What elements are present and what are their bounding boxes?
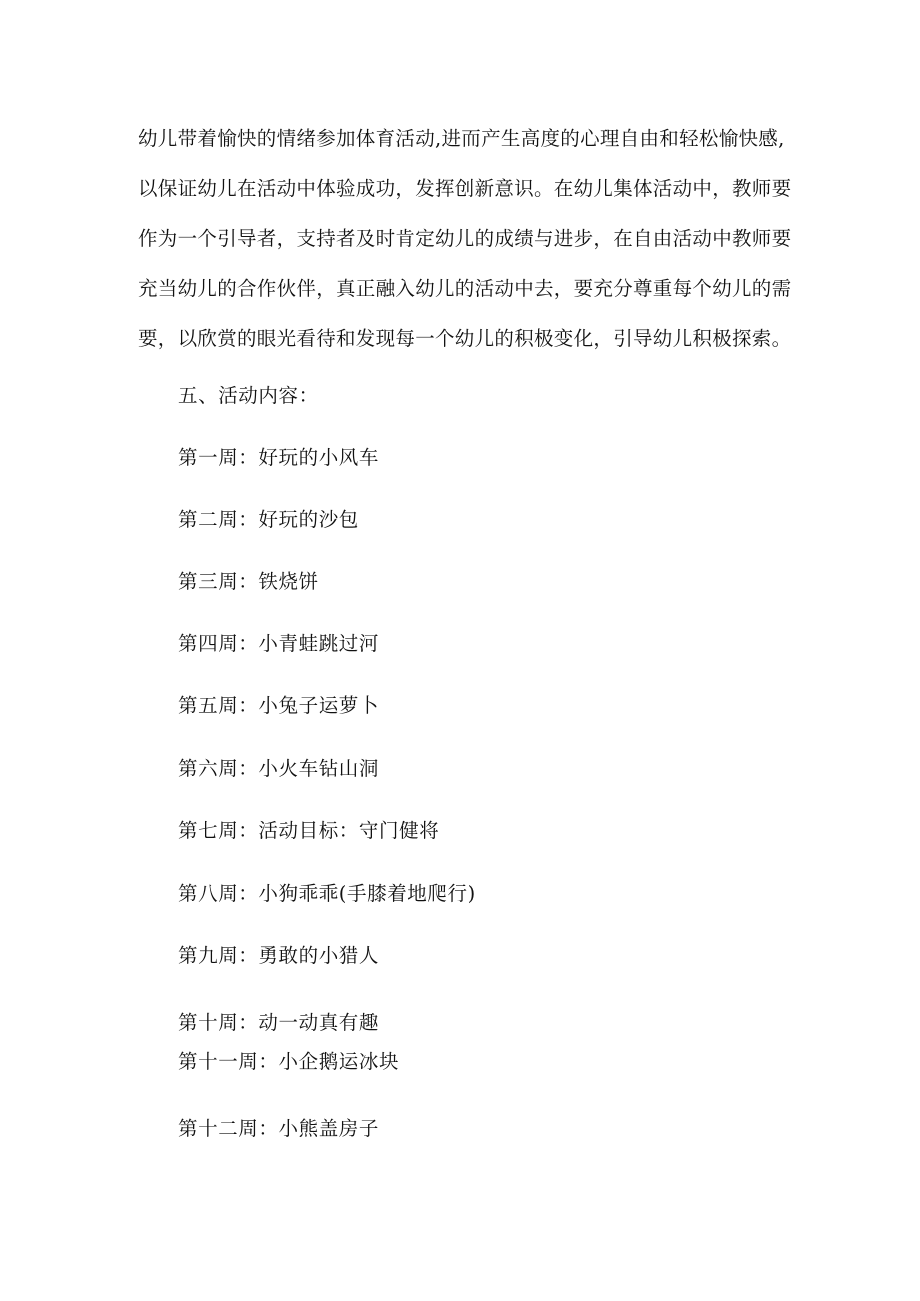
intro-paragraph	[138, 122, 808, 372]
week-item-7: 第七周：活动目标：守门健将	[178, 819, 440, 842]
week-item-1: 第一周：好玩的小风车	[178, 446, 380, 469]
paragraph-line: 幼儿带着愉快的情绪参加体育活动,进而产生高度的心理自由和轻松愉快感,	[138, 127, 785, 150]
section-heading: 五、活动内容：	[178, 384, 319, 407]
paragraph-line: 以保证幼儿在活动中体验成功，发挥创新意识。在幼儿集体活动中，教师要	[138, 177, 792, 200]
week-item-10: 第十周：动一动真有趣	[178, 1011, 380, 1034]
week-item-9: 第九周：勇敢的小猎人	[178, 944, 380, 967]
paragraph-line: 作为一个引导者，支持者及时肯定幼儿的成绩与进步，在自由活动中教师要	[138, 227, 792, 250]
week-item-11: 第十一周：小企鹅运冰块	[178, 1050, 400, 1073]
week-item-4: 第四周：小青蛙跳过河	[178, 632, 380, 655]
paragraph-line: 充当幼儿的合作伙伴，真正融入幼儿的活动中去，要充分尊重每个幼儿的需	[138, 277, 792, 300]
week-item-8: 第八周：小狗乖乖(手膝着地爬行)	[178, 882, 476, 905]
week-item-6: 第六周：小火车钻山洞	[178, 757, 380, 780]
week-item-5: 第五周：小兔子运萝卜	[178, 694, 380, 717]
week-item-2: 第二周：好玩的沙包	[178, 508, 359, 531]
paragraph-line: 要，以欣赏的眼光看待和发现每一个幼儿的积极变化，引导幼儿积极探索。	[138, 327, 792, 350]
week-item-3: 第三周：铁烧饼	[178, 570, 319, 593]
week-item-12: 第十二周：小熊盖房子	[178, 1117, 380, 1140]
